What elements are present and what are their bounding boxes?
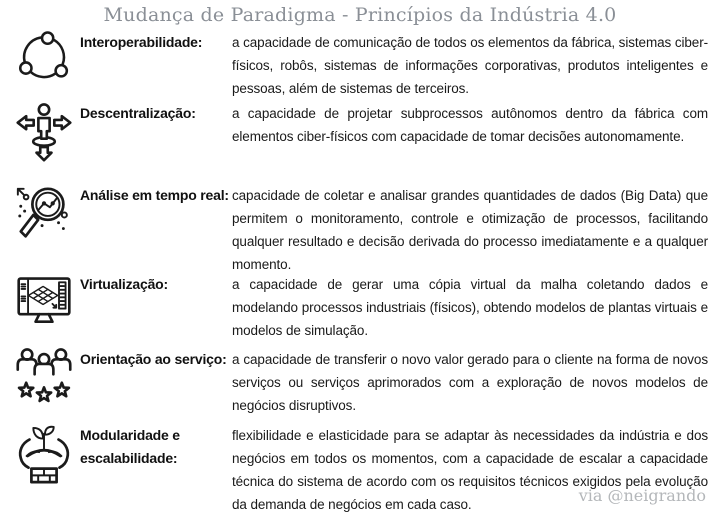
principle-row-orientacao-servico (8, 347, 708, 417)
monitor-mesh-icon (8, 272, 80, 332)
principle-label: Descentralização: (80, 105, 196, 121)
principle-row-virtualizacao (8, 272, 708, 342)
principle-label: Orientação ao serviço: (80, 351, 227, 367)
hands-plant-icon (8, 423, 80, 489)
people-stars-icon (8, 347, 80, 409)
principle-description: a capacidade de transferir o novo valor gerado para o cliente na forma de novos serviços ou serviços aprimorados com a exploração de novos modelos de negócios disruptivos. (232, 352, 708, 413)
principle-row-interoperabilidade (8, 30, 708, 100)
person-directions-icon (8, 101, 80, 165)
magnifier-analytics-icon (8, 183, 80, 245)
principle-label: Virtualização: (80, 276, 168, 292)
principle-row-descentralizacao (8, 101, 708, 165)
principle-description: a capacidade de projetar subprocessos autônomos dentro da fábrica com elementos ciber-físicos com capacidade de tomar decisões autonomamente. (232, 106, 708, 144)
principle-row-analise-tempo-real (8, 183, 708, 276)
principle-description: a capacidade de comunicação de todos os elementos da fábrica, sistemas ciber-físicos, robôs, sistemas de informações corporativas, produtos inteligentes e pessoas, além de sistemas de terceiros. (232, 35, 708, 96)
network-nodes-icon (8, 30, 80, 88)
principle-label: Análise em tempo real: (80, 187, 229, 203)
principle-label: Modularidade e escalabilidade: (80, 427, 180, 466)
page-title: Mudança de Paradigma - Princípios da Indústria 4.0 (103, 4, 617, 26)
principle-label: Interoperabilidade: (80, 34, 203, 50)
principle-description: a capacidade de gerar uma cópia virtual da malha coletando dados e modelando processos industriais (físicos), obtendo modelos de plantas virtuais e modelos de simulação. (232, 277, 708, 338)
principle-description: capacidade de coletar e analisar grandes quantidades de dados (Big Data) que permitem o monitoramento, controle e otimização de processos, facilitando qualquer resultado e decisão derivada do processo imediatamente e a qualquer momento. (232, 188, 708, 272)
principle-description: flexibilidade e elasticidade para se adaptar às necessidades da indústria e dos negócios em todos os momentos, com a capacidade de escalar a capacidade técnica do sistema de acordo com os requisitos técnicos exigidos pela evolução da demanda de negócios em cada caso. (232, 428, 708, 512)
watermark-credit: via @neigrando (578, 486, 706, 505)
